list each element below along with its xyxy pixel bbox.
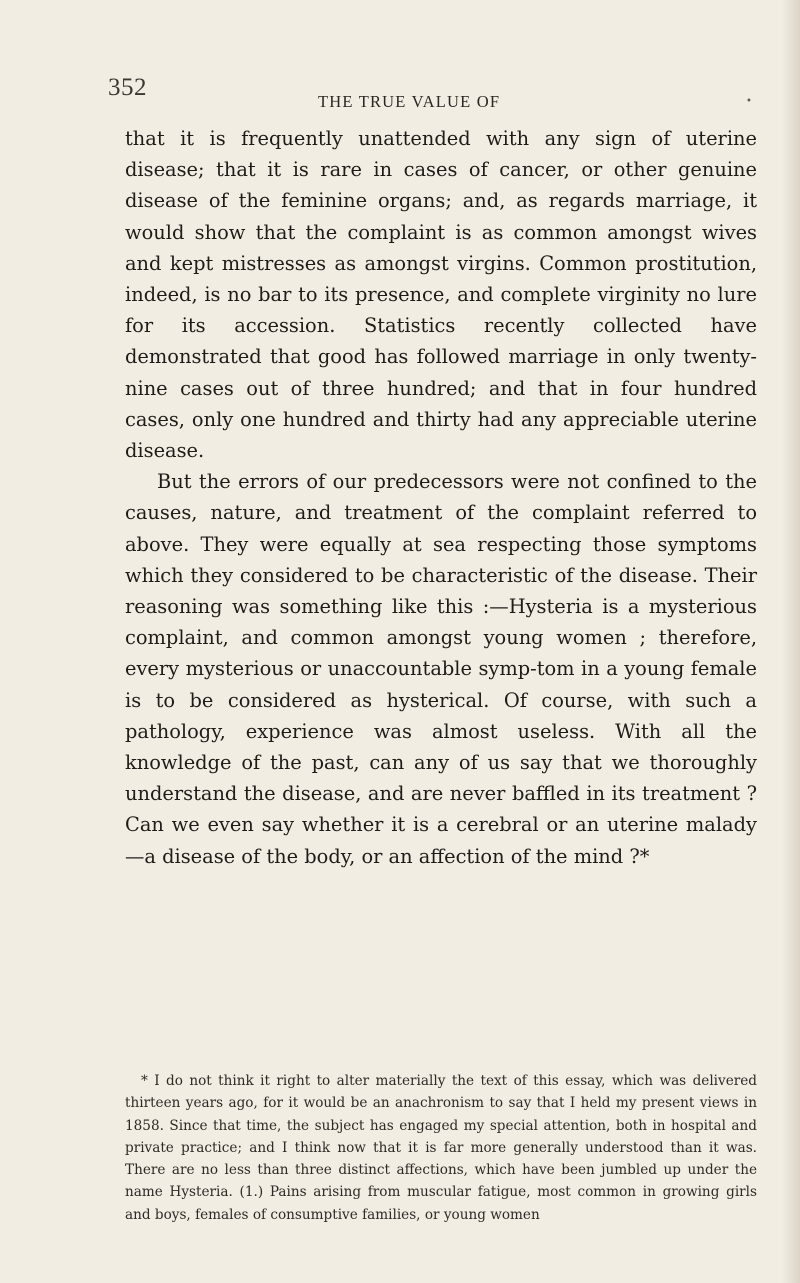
footnote-marker: * xyxy=(141,1073,155,1089)
body-text xyxy=(125,123,757,872)
page-edge-shadow xyxy=(782,0,800,1283)
footnote xyxy=(125,1070,757,1226)
running-head: THE TRUE VALUE OF xyxy=(318,92,501,111)
page-number: 352 xyxy=(108,74,147,101)
footnote-text: I do not think it right to alter materially the text of this essay, which was delivered thirteen years ago, for it would be an anachronism to say that I held my present views in 1858. Since that time, the subject has engaged my special attention, both in hospital and private practice; and I think now that it is far more generally understood than it was. There are no less than three distinct affections, which have been jumbled up under the name Hysteria. (1.) Pains arising from muscular fatigue, most common in growing girls and boys, females of consumptive families, or young women xyxy=(125,1073,757,1223)
paragraph-continued: that it is frequently unattended with any sign of uterine disease; that it is rare in cases of cancer, or other genuine disease of the feminine organs; and, as regards marriage, it would show that the complaint is as common amongst wives and kept mistresses as amongst virgins. Common prostitution, indeed, is no bar to its presence, and complete virginity no lure for its accession. Statistics recently collected have demonstrated that good has followed marriage in only twenty-nine cases out of three hundred; and that in four hundred cases, only one hundred and thirty had any appreciable uterine disease. xyxy=(125,127,757,463)
paragraph: But the errors of our predecessors were not confined to the causes, nature, and treatment of the complaint referred to above. They were equally at sea respecting those symptoms which they considered to be characteristic of the disease. Their reasoning was something like this :—Hysteria is a mysterious complaint, and common amongst young women ; therefore, every mysterious or unaccountable symp-tom in a young female is to be considered as hysterical. Of course, with such a pathology, experience was almost useless. With all the knowledge of the past, can any of us say that we thoroughly understand the disease, and are never baffled in its treatment ? Can we even say whether it is a cerebral or an uterine malady—a disease of the body, or an affection of the mind ?* xyxy=(125,470,757,868)
running-head-mark: • xyxy=(746,96,752,107)
